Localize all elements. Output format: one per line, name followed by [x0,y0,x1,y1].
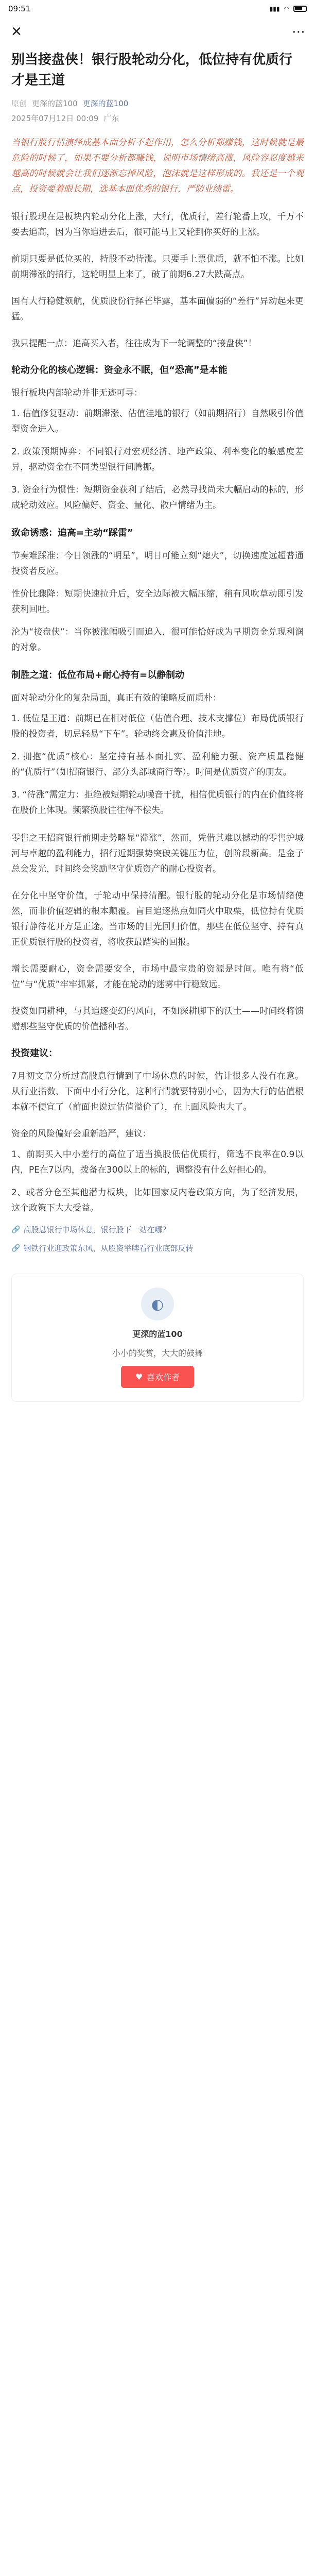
original-badge: 原创 [11,99,27,108]
list-item: 性价比骤降：短期快速拉升后，安全边际被大幅压缩，稍有风吹草动即引发获利回吐。 [11,589,304,615]
account-link[interactable]: 更深的蓝100 [82,99,129,108]
related-articles [11,1223,304,1255]
battery-icon [293,6,307,12]
list-item: 3. 资金行为惯性：短期资金获利了结后，必然寻找尚未大幅启动的标的，形成轮动效应。风险偏好、资金、量化、散户情绪为主。 [11,485,304,511]
list-item: 1. 估值修复驱动：前期滞涨、估值洼地的银行（如前期招行）自然吸引价值型资金进入。 [11,409,304,434]
author-name: 更深的蓝100 [32,99,78,108]
status-icons [270,5,307,12]
article-intro: 当银行股行情演绎成基本面分析不起作用，怎么分析都赚钱，这时候就是最危险的时候了，如果不要分析都赚钱，说明市场情绪高涨，风险容忍度越来越高的时候就会让我们逐渐忘掉风险，泡沫就是这样形成的。我还是一个观点，投资要着眼长期，选基本面优秀的银行，严防业绩雷。 [11,138,304,194]
list-item: 3. “待涨”需定力：拒绝被短期轮动噪音干扰，相信优质银行的内在价值终将在股价上体现。频繁换股往往得不偿失。 [11,790,304,816]
paragraph: 国有大行稳健领航，优质股份行择芒毕露，基本面偏弱的“差行”异动起来更猛。 [11,296,304,322]
section-heading: 致命诱惑：追高=主动“踩雷” [11,528,133,538]
section-heading: 制胜之道：低位布局+耐心持有=以静制动 [11,670,185,681]
paragraph: 前期只要是低位买的，持股不动待涨。只要手上票优质，就不怕不涨。比如前期滞涨的招行，这轮明显上来了，破了前期6.27大跌高点。 [11,254,304,280]
like-author-label: 喜欢作者 [147,1372,180,1382]
list-item: 节奏难踩准：今日领涨的“明星”，明日可能立刻“熄火”，切换速度远超普通投资者反应。 [11,551,304,577]
more-icon[interactable]: ⋯ [292,24,305,40]
list-item: 2. 政策预期博弈：不同银行对宏观经济、地产政策、利率变化的敏感度差异，驱动资金在不同类型银行间腾挪。 [11,447,304,472]
footer-space [0,1415,315,1436]
paragraph: 银行股现在是板块内轮动分化上涨，大行，优质行，差行轮番上攻，千万不要去追高，因为当你追进去后，很可能马上又轮到你买好的上涨。 [11,212,304,238]
section-heading: 轮动分化的核心逻辑：资金永不眠，但“恐高”是本能 [11,365,227,376]
like-author-button[interactable] [121,1366,194,1388]
status-time: 09:51 [8,4,31,13]
related-article-link[interactable] [11,1223,304,1236]
paragraph: 我只提醒一点：追高买入者，往往成为下一轮调整的“接盘侠”！ [11,338,257,349]
list-item: 1. 低位是王道：前期已在相对低位（估值合理、技术支撑位）布局优质银行股的投资者，切忌轻易“下车”。轮动终会惠及价值洼地。 [11,714,304,739]
heart-icon: ♥ [135,1372,143,1382]
paragraph: 在分化中坚守价值，于轮动中保持清醒。银行股的轮动分化是市场情绪使然，而非价值逻辑的根本颠覆。盲目追逐热点如同火中取栗，低位持有优质银行静待花开方是正途。当市场的目光回归价值，那些在低位坚守、持有真正优质银行股的投资者，将收获最踏实的回报。 [11,891,304,947]
article-title: 别当接盘侠！银行股轮动分化，低位持有优质行才是王道 [11,52,293,88]
publish-location: 广东 [103,114,119,123]
related-article-title: 钢铁行业迎政策东风，从股资举牌看行业底部反转 [23,1244,194,1253]
paragraph: 增长需要耐心，资金需要安全，市场中最宝贵的资源是时间。唯有将“低位”与“优质”牢牢抓紧，才能在轮动的迷雾中行稳致远。 [11,964,304,990]
avatar[interactable]: ◐ [141,1287,174,1320]
list-item: 沦为“接盘侠”：当你被涨幅吸引而追入，很可能恰好成为早期资金兑现利润的对象。 [11,627,304,653]
close-icon[interactable]: ✕ [11,24,22,40]
publish-date: 2025年07月12日 00:09 [11,114,99,123]
status-bar [0,0,315,18]
wifi-icon: ◠ [284,5,289,12]
paragraph: 投资如同耕种，与其追逐变幻的风向，不如深耕脚下的沃土——时间终将馈赠那些坚守优质的价值播种者。 [11,1006,304,1032]
paragraph: 资金的风险偏好会重新趋严，建议： [11,1129,151,1139]
related-article-title: 高股息银行中场休息，银行股下一站在哪？ [23,1225,170,1234]
related-article-link[interactable] [11,1242,304,1255]
link-icon: 🔗 [11,1226,21,1234]
list-item: 2、或者分仓至其他潜力板块，比如国家反内卷政策方向，为了经济发展，这个政策下大大受益。 [11,1188,304,1213]
author-card-name: 更深的蓝100 [132,1329,183,1339]
advice-heading: 投资建议： [11,1048,58,1059]
nav-bar [0,18,315,46]
reward-slogan: 小小的奖赏，大大的鼓舞 [112,1348,203,1358]
article-date-row [11,113,304,124]
paragraph: 零售之王招商银行前期走势略显“滞涨”，然而，凭借其难以撼动的零售护城河与卓越的盈利能力，招行近期强势突破关键压力位，创阶段新高。是金子总会发光，时间终会奖励坚守优质资产的耐心投资者。 [11,833,304,874]
list-item: 2. 拥抱“优质”核心：坚定持有基本面扎实、盈利能力强、资产质量稳健的“优质行”（如招商银行、部分头部城商行等）。时间是优质资产的朋友。 [11,752,304,777]
article [0,49,315,1255]
section-lead: 银行板块内部轮动并非无迹可寻： [11,388,143,398]
link-icon: 🔗 [11,1244,21,1252]
author-card [11,1274,304,1402]
list-item: 1、前期买入中小差行的高位了适当换股低估优质行，筛选不良率在0.9以内，PE在7以内，拨备在300以上的标的，调整没有什么好担心的。 [11,1149,304,1175]
article-meta [11,98,304,109]
signal-icon: ▮▮▮ [269,5,280,12]
paragraph: 7月初文章分析过高股息行情到了中场休息的时候，估计很多人没有在意。从行业指数、下面中小行分化，这种行情就要特别小心，因为大行的估值根本就不便宜了（前面也说过估值溢价了），在上面风险也大了。 [11,1071,304,1112]
section-lead: 面对轮动分化的复杂局面，真正有效的策略反而质朴： [11,693,221,703]
